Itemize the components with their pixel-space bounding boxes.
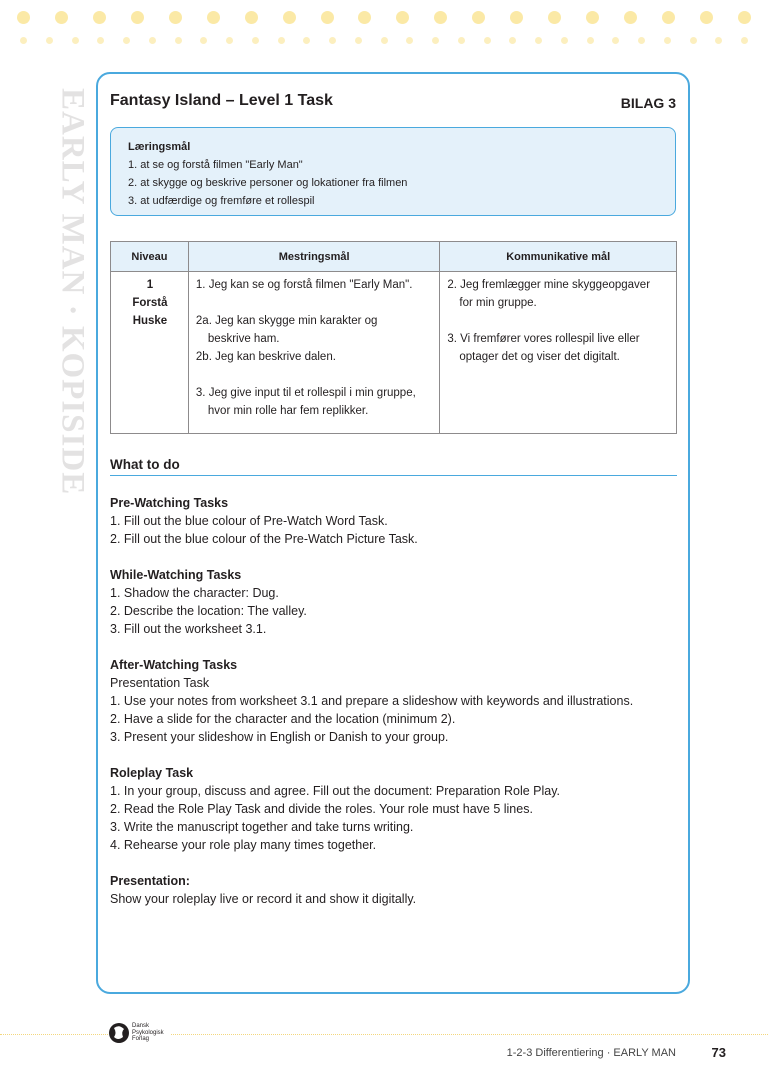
komm-line: optager det og viser det digitalt. (459, 351, 620, 363)
mestring-line: hvor min rolle har fem replikker. (207, 405, 369, 417)
komm-line: 2. Jeg fremlægger mine skyggeopgaver (447, 279, 651, 291)
task-line: 2. Have a slide for the character and the location (minimum 2). (110, 712, 456, 726)
col-header-niveau: Niveau (111, 242, 189, 272)
level-name: Forstå (132, 297, 168, 309)
level-number: 1 (146, 279, 154, 291)
task-line: 4. Rehearse your role play many times together. (110, 838, 377, 852)
task-line: 1. Shadow the character: Dug. (110, 586, 279, 600)
learning-goals-box (110, 127, 676, 216)
mestring-line: 2a. Jeg kan skygge min karakter og (195, 315, 378, 327)
mestring-cell (188, 272, 439, 434)
learning-goal-item: 1. at se og forstå filmen "Early Man" (128, 159, 303, 171)
task-line: 2. Describe the location: The valley. (110, 604, 307, 618)
decorative-dots-top (0, 11, 768, 25)
task-line: 3. Write the manuscript together and take turns writing. (110, 820, 414, 834)
roleplay-section (110, 764, 680, 854)
learning-goals-heading: Læringsmål (128, 141, 191, 153)
publisher-logo (108, 1020, 170, 1046)
komm-line: for min gruppe. (459, 297, 537, 309)
after-watching-section (110, 656, 680, 746)
footer-series-text: 1-2-3 Differentiering · EARLY MAN (506, 1047, 676, 1059)
task-line: 3. Present your slideshow in English or Danish to your group. (110, 730, 449, 744)
task-sections (110, 494, 680, 926)
mestring-line: 3. Jeg give input til et rollespil i min gruppe, (195, 387, 416, 399)
section-heading: Pre-Watching Tasks (110, 496, 229, 510)
section-heading: After-Watching Tasks (110, 658, 238, 672)
what-to-do-heading: What to do (110, 457, 677, 476)
table-row (111, 272, 677, 434)
level-cell (111, 272, 189, 434)
section-heading: While-Watching Tasks (110, 568, 242, 582)
task-line: 3. Fill out the worksheet 3.1. (110, 622, 267, 636)
page-number: 73 (711, 1045, 726, 1060)
publisher-logo-text: Dansk Psykologisk Forlag (132, 1023, 164, 1043)
task-line: 2. Read the Role Play Task and divide the roles. Your role must have 5 lines. (110, 802, 533, 816)
mestring-line: 1. Jeg kan se og forstå filmen "Early Man". (195, 279, 413, 291)
level-name: Huske (132, 315, 168, 327)
side-title (48, 88, 96, 496)
col-header-mestringsmaal: Mestringsmål (188, 242, 439, 272)
task-line: 1. In your group, discuss and agree. Fill out the document: Preparation Role Play. (110, 784, 561, 798)
page-title: Fantasy Island – Level 1 Task (110, 92, 333, 109)
section-heading: Roleplay Task (110, 766, 194, 780)
section-heading: Presentation: (110, 874, 190, 888)
mestring-line: 2b. Jeg kan beskrive dalen. (195, 351, 336, 363)
task-line: Show your roleplay live or record it and show it digitally. (110, 892, 417, 906)
task-line: Presentation Task (110, 676, 210, 690)
col-header-kommunikative-maal: Kommunikative mål (440, 242, 677, 272)
komm-line: 3. Vi fremfører vores rollespil live eller (447, 333, 640, 345)
decorative-dots-row2 (0, 37, 768, 45)
learning-goal-item: 2. at skygge og beskrive personer og lokationer fra filmen (128, 177, 408, 189)
kommunikative-cell (440, 272, 677, 434)
while-watching-section (110, 566, 680, 638)
learning-goal-item: 3. at udfærdige og fremføre et rollespil (128, 195, 315, 207)
bilag-label: BILAG 3 (620, 95, 676, 111)
pre-watching-section (110, 494, 680, 548)
task-line: 2. Fill out the blue colour of the Pre-Watch Picture Task. (110, 532, 418, 546)
table-header-row (111, 242, 677, 272)
goals-table (110, 241, 677, 434)
mestring-line: beskrive ham. (207, 333, 280, 345)
presentation-section (110, 872, 680, 908)
publisher-logo-icon (108, 1020, 130, 1046)
task-line: 1. Use your notes from worksheet 3.1 and prepare a slideshow with keywords and illustrations. (110, 694, 634, 708)
task-line: 1. Fill out the blue colour of Pre-Watch Word Task. (110, 514, 388, 528)
side-title-text: EARLY MAN · KOPISIDE (54, 88, 91, 496)
